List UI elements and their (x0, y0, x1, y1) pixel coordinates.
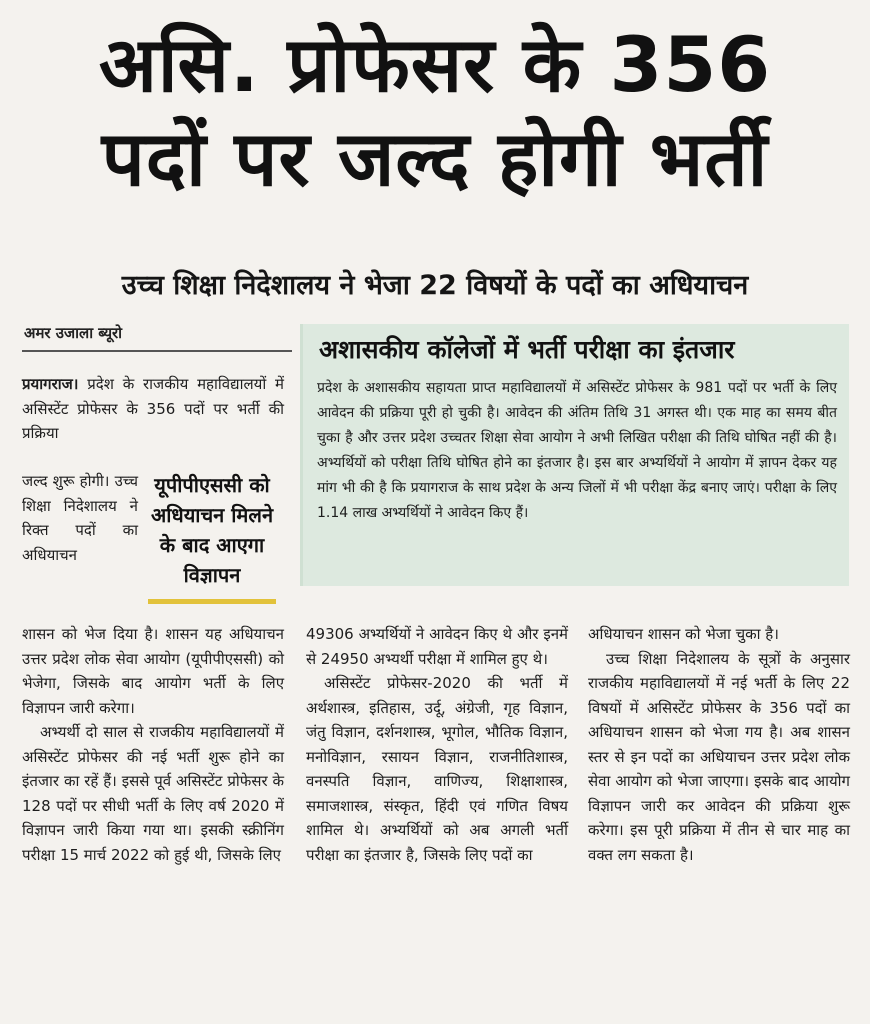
column-3-para-2: उच्च शिक्षा निदेशालय के सूत्रों के अनुसार राजकीय महाविद्यालयों में नई भर्ती के लिए 22 विषयों में असिस्टेंट प्रोफेसर के 356 पदों का अधियाचन शासन को भेजा गय है। अब शासन स्तर से इन पदों का अधियाचन उत्तर प्रदेश लोक सेवा आयोग को भेजा जाएगा। इसके बाद आयोग विज्ञापन जारी कर आवेदन की प्रक्रिया शुरू करेगा। इस पूरी प्रक्रिया में तीन से चार माह का वक्त लग सकता है। (588, 649, 850, 864)
boxed-story-title: अशासकीय कॉलेजों में भर्ती परीक्षा का इंतजार (319, 335, 735, 364)
column-1-para-2: अभ्यर्थी दो साल से राजकीय महाविद्यालयों में असिस्टेंट प्रोफेसर की नई भर्ती शुरू होने का इंतजार का रहें हैं। इससे पूर्व असिस्टेंट प्रोफेसर के 128 पदों पर सीधी भर्ती के लिए वर्ष 2020 में विज्ञापन जारी किया गया था। इसकी स्क्रीनिंग परीक्षा 15 मार्च 2022 को हुई थी, जिसके लिए (22, 723, 284, 864)
column-2-para-2: असिस्टेंट प्रोफेसर-2020 की भर्ती में अर्थशास्त्र, इतिहास, उर्दू, अंग्रेजी, गृह विज्ञान, जंतु विज्ञान, दर्शनशास्त्र, भूगोल, भौतिक विज्ञान, मनोविज्ञान, रसायन विज्ञान, राजनीतिशास्त्र, वनस्पति विज्ञान, वाणिज्य, शिक्षाशास्त्र, समाजशास्त्र, संस्कृत, हिंदी एवं गणित विषय शामिल थे। अभ्यर्थियों को अब अगली भर्ती परीक्षा का इंतजार है, जिसके लिए पदों का (306, 674, 568, 864)
boxed-story-text: प्रदेश के अशासकीय सहायता प्राप्त महाविद्यालयों में असिस्टेंट प्रोफेसर के 981 पदों पर भर्ती के लिए आवेदन की प्रक्रिया पूरी हो चुकी है। आवेदन की अंतिम तिथि 31 अगस्त थी। एक माह का समय बीत चुका है और उत्तर प्रदेश उच्चतर शिक्षा सेवा आयोग ने अभी लिखित परीक्षा की तिथि घोषित नहीं की है। अभ्यर्थियों को परीक्षा तिथि घोषित होने का इंतजार है। इस बार अभ्यर्थियों ने आयोग में ज्ञापन देकर यह मांग भी की है कि प्रयागराज के साथ प्रदेश के अन्य जिलों में भी परीक्षा केंद्र बनाए जाएं। परीक्षा के लिए 1.14 लाख अभ्यर्थियों ने आवेदन किए हैं। (317, 380, 837, 521)
pull-quote-underline (148, 599, 276, 604)
column-1-intro (22, 372, 284, 446)
column-2 (306, 622, 568, 867)
column-3 (588, 622, 850, 867)
byline: अमर उजाला ब्यूरो (24, 324, 123, 342)
headline-line-2: पदों पर जल्द होगी भर्ती (101, 114, 769, 203)
subheadline: उच्च शिक्षा निदेशालय ने भेजा 22 विषयों के पदों का अधियाचन (121, 270, 749, 301)
headline-line-1: असि. प्रोफेसर के 356 (98, 20, 772, 109)
column-1-para-1: शासन को भेज दिया है। शासन यह अधियाचन उत्तर प्रदेश लोक सेवा आयोग (यूपीपीएससी) को भेजेगा, जिसके बाद आयोग भर्ती के लिए विज्ञापन जारी करेगा। (22, 625, 284, 717)
byline-divider (22, 350, 292, 352)
column-1-narrow: जल्द शुरू होगी। उच्च शिक्षा निदेशालय ने रिक्त पदों का अधियाचन (22, 472, 138, 564)
pull-quote: यूपीपीएससी को अधियाचन मिलने के बाद आएगा विज्ञापन (150, 473, 274, 587)
boxed-story (300, 324, 849, 586)
headline (20, 18, 850, 206)
column-1-body (22, 622, 284, 867)
dateline: प्रयागराज। (22, 375, 79, 393)
intro-text: प्रदेश के राजकीय महाविद्यालयों में असिस्टेंट प्रोफेसर के 356 पदों पर भर्ती की प्रक्रिया (22, 375, 284, 442)
column-3-para-1: अधियाचन शासन को भेजा चुका है। (588, 625, 779, 643)
column-2-para-1: 49306 अभ्यर्थियों ने आवेदन किए थे और इनमें से 24950 अभ्यर्थी परीक्षा में शामिल हुए थे। (306, 625, 568, 668)
